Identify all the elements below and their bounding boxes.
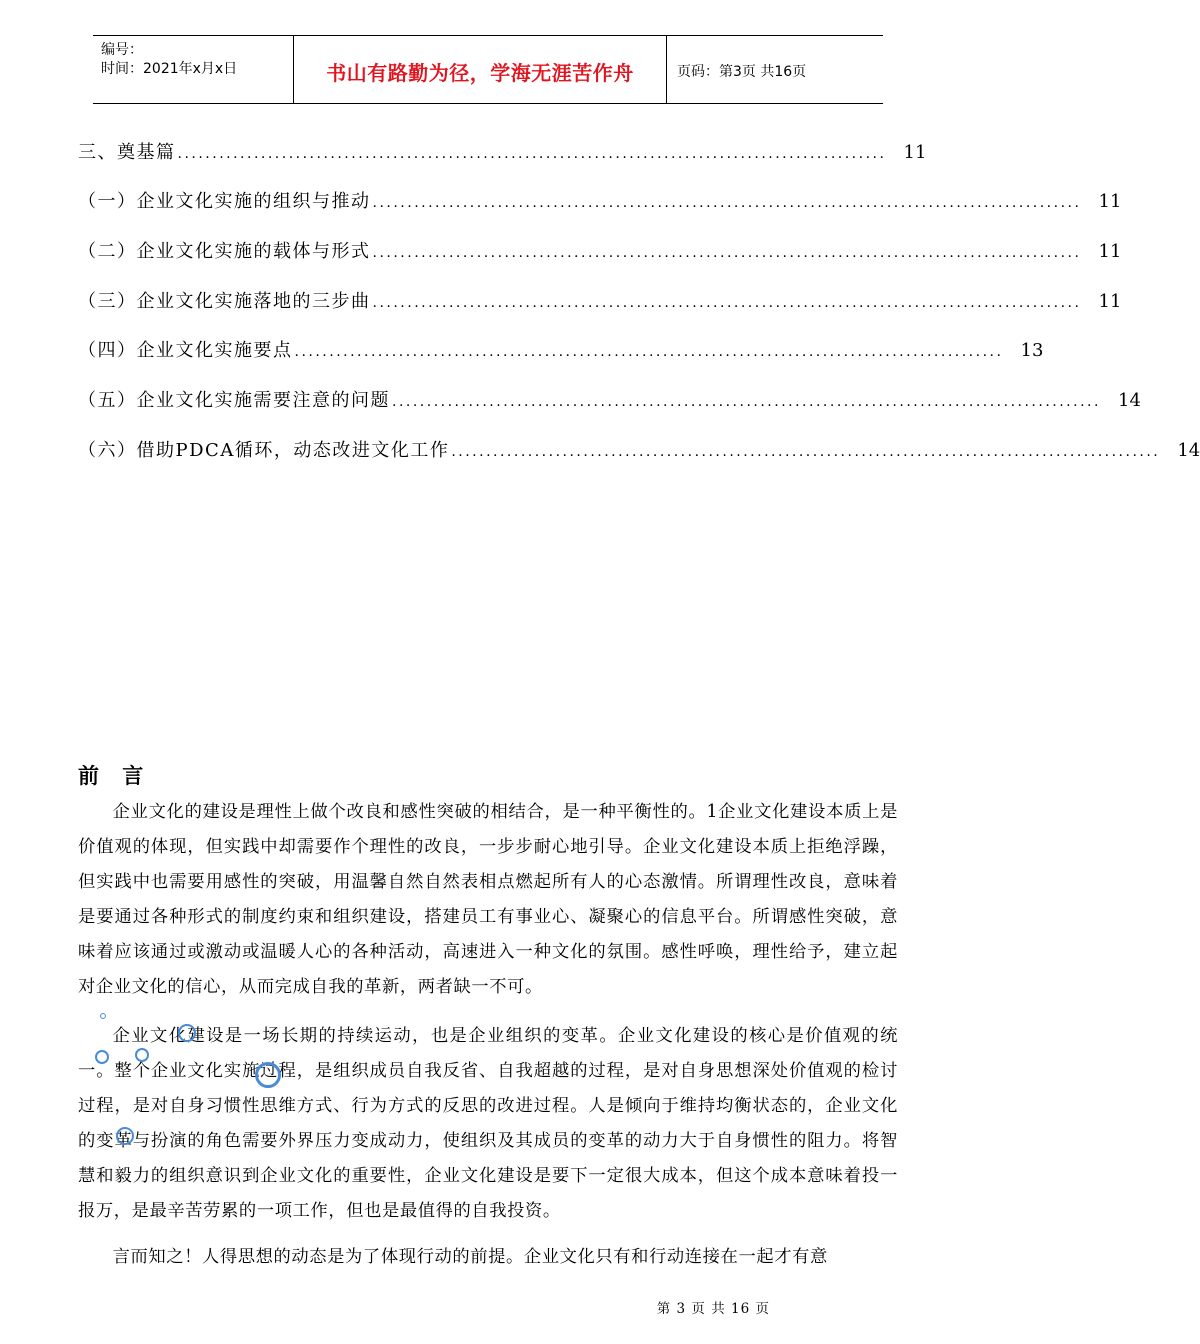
toc-entry[interactable]: [78, 436, 1200, 466]
code-label: 编号：: [101, 42, 143, 58]
preface-paragraph: 言而知之！人得思想的动态是为了体现行动的前提。企业文化只有和行动连接在一起才有意: [112, 1247, 828, 1267]
header-motto-cell: [293, 36, 667, 103]
toc-entry-title: 三、奠基篇: [78, 142, 176, 163]
toc-leader-dots: ......................................................................................................: [177, 146, 887, 162]
footer-page-number: 第 3 页 共 16 页: [656, 1301, 770, 1317]
toc-entry-page: 13: [1020, 340, 1044, 361]
toc-leader-dots: ......................................................................................................: [294, 344, 1004, 360]
toc-entry[interactable]: [78, 187, 1122, 217]
toc-entry[interactable]: [78, 237, 1122, 267]
time-label: 时间：2021年x月x日: [101, 61, 238, 77]
toc-entry-title: （三）企业文化实施落地的三步曲: [78, 291, 371, 312]
toc-entry-title: （五）企业文化实施需要注意的问题: [78, 390, 390, 411]
toc-entry[interactable]: [78, 386, 1141, 416]
toc-leader-dots: ......................................................................................................: [372, 195, 1082, 211]
header-meta: [93, 36, 293, 103]
toc-entry-page: 11: [1098, 241, 1122, 262]
preface-paragraph: 企业文化建设是一场长期的持续运动，也是企业组织的变革。企业文化建设的核心是价值观的统一。整个企业文化实施过程，是组织成员自我反省、自我超越的过程，是对自身思想深处价值观的检讨过程，是对自身习惯性思维方式、行为方式的反思的改进过程。人是倾向于维持均衡状态的，企业文化的变革与扮演的角色需要外界压力变成动力，使组织及其成员的变革的动力大于自身惯性的阻力。将智慧和毅力的组织意识到企业文化的重要性，企业文化建设是要下一定很大成本，但这个成本意味着投一报万，是最辛苦劳累的一项工作，但也是最值得的自我投资。: [78, 1026, 898, 1221]
page-footer: [0, 1297, 950, 1317]
motto: 书山有路勤为径，学海无涯苦作舟: [326, 61, 634, 85]
toc-leader-dots: ......................................................................................................: [372, 245, 1082, 261]
toc-leader-dots: ......................................................................................................: [451, 444, 1161, 460]
header-page-info: 页码：第3页 共16页: [677, 64, 807, 80]
toc-entry-title: （二）企业文化实施的载体与形式: [78, 241, 371, 262]
toc-entry-title: （一）企业文化实施的组织与推动: [78, 191, 371, 212]
toc-entry-page: 11: [1098, 291, 1122, 312]
toc-entry[interactable]: [78, 287, 1122, 317]
page-header: [93, 35, 883, 104]
toc-leader-dots: ......................................................................................................: [372, 295, 1082, 311]
header-page-cell: [667, 36, 883, 103]
preface-paragraph: 企业文化的建设是理性上做个改良和感性突破的相结合，是一种平衡性的。1企业文化建设本质上是价值观的体现，但实践中却需要作个理性的改良，一步步耐心地引导。企业文化建设本质上拒绝浮躁，但实践中也需要用感性的突破，用温馨自然自然表相点燃起所有人的心态激情。所谓理性改良，意味着是要通过各种形式的制度约束和组织建设，搭建员工有事业心、凝聚心的信息平台。所谓感性突破，意味着应该通过或激动或温暖人心的各种活动，高速进入一种文化的氛围。感性呼唤，理性给予，建立起对企业文化的信心，从而完成自我的革新，两者缺一不可。: [78, 802, 898, 997]
toc-entry-title: （四）企业文化实施要点: [78, 340, 293, 361]
toc-leader-dots: ......................................................................................................: [392, 394, 1101, 410]
toc-entry-page: 14: [1118, 390, 1141, 411]
toc-entry-page: 11: [903, 142, 927, 163]
preface-heading: 前 言: [78, 764, 152, 788]
toc-entry[interactable]: [78, 336, 1044, 366]
toc-entry-page: 11: [1098, 191, 1122, 212]
toc-entry[interactable]: [78, 138, 927, 168]
toc-entry-title: （六）借助PDCA循环，动态改进文化工作: [78, 440, 450, 461]
toc-entry-page: 14: [1177, 440, 1200, 461]
